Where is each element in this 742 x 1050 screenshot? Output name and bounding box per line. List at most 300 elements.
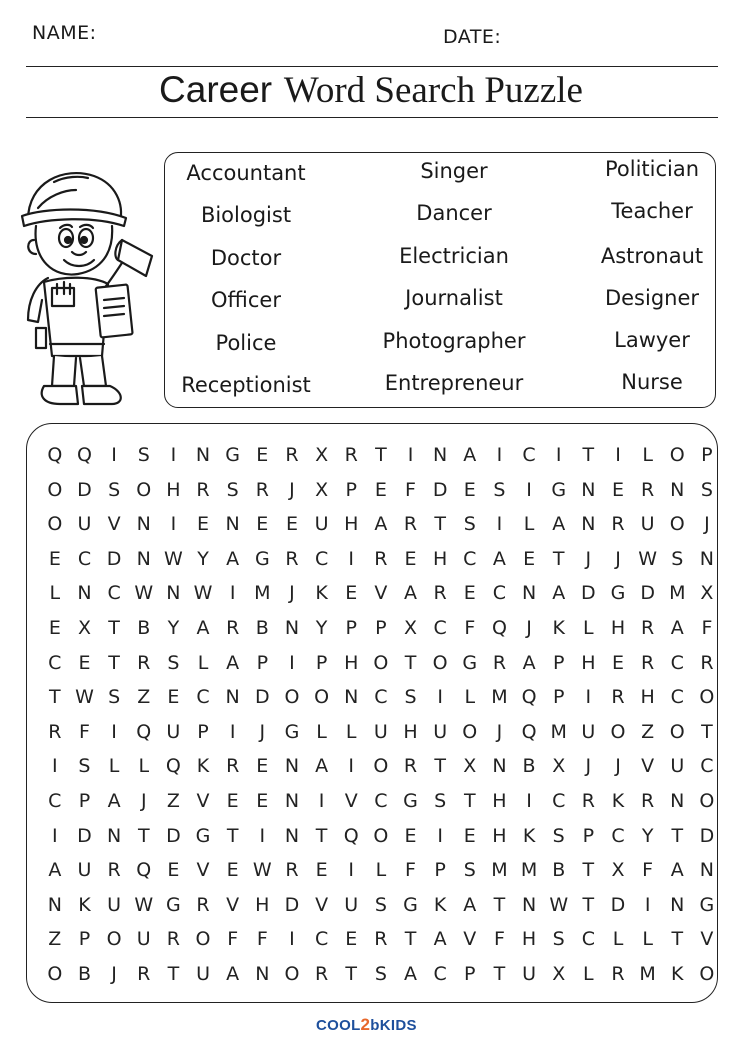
grid-letter: R	[314, 962, 329, 985]
grid-row	[40, 715, 722, 750]
grid-letter: W	[193, 582, 213, 605]
grid-row	[40, 438, 722, 473]
grid-row	[40, 922, 722, 957]
grid-letter: A	[226, 962, 240, 985]
grid-letter: S	[78, 755, 91, 778]
grid-letter: J	[615, 547, 621, 570]
grid-letter: O	[699, 789, 715, 812]
word-list-item: Accountant	[186, 161, 306, 185]
grid-letter: M	[254, 582, 271, 605]
rule-top	[26, 66, 718, 67]
grid-letter: A	[670, 616, 684, 639]
grid-letter: I	[111, 444, 117, 466]
grid-letter: I	[526, 478, 532, 501]
grid-letter: C	[196, 686, 210, 709]
grid-letter: V	[196, 789, 210, 812]
grid-letter: H	[255, 893, 270, 916]
grid-letter: S	[108, 478, 121, 501]
grid-letter: G	[551, 478, 567, 501]
grid-letter: G	[403, 893, 418, 916]
grid-letter: H	[492, 824, 507, 847]
grid-letter: I	[496, 444, 503, 466]
grid-letter: D	[610, 893, 626, 916]
title-career: Career	[159, 69, 273, 110]
grid-letter: C	[611, 824, 625, 847]
grid-letter: D	[77, 824, 92, 847]
grid-letter: U	[373, 720, 388, 743]
grid-letter: B	[137, 616, 151, 639]
grid-letter: N	[106, 824, 122, 847]
grid-letter: T	[493, 893, 506, 916]
grid-letter: E	[256, 444, 269, 466]
grid-letter: J	[526, 616, 532, 639]
grid-letter: K	[433, 893, 447, 916]
grid-letter: H	[433, 547, 448, 570]
grid-letter: I	[229, 582, 236, 605]
grid-letter: H	[610, 616, 626, 639]
grid-letter: J	[585, 755, 592, 778]
grid-letter: I	[407, 444, 414, 466]
grid-letter: S	[226, 478, 239, 501]
grid-letter: T	[434, 755, 446, 778]
grid-letter: Z	[137, 686, 151, 709]
grid-letter: G	[610, 582, 626, 605]
grid-row	[40, 784, 722, 819]
grid-letter: S	[552, 928, 565, 951]
grid-letter: R	[611, 962, 625, 985]
grid-letter: E	[78, 651, 91, 674]
grid-letter: I	[318, 789, 325, 812]
grid-letter: L	[197, 651, 209, 674]
grid-letter: T	[404, 651, 417, 674]
grid-letter: C	[374, 686, 388, 709]
grid-letter: H	[344, 513, 359, 536]
grid-letter: I	[348, 547, 355, 570]
grid-letter: U	[433, 720, 448, 743]
grid-letter: E	[315, 859, 328, 882]
grid-letter: B	[552, 859, 566, 882]
grid-letter: B	[255, 616, 269, 639]
grid-letter: N	[284, 824, 300, 847]
grid-letter: F	[464, 616, 476, 639]
grid-letter: T	[167, 962, 180, 985]
grid-letter: G	[284, 720, 300, 743]
grid-letter: S	[167, 651, 180, 674]
grid-letter: C	[700, 755, 714, 778]
grid-letter: Q	[47, 444, 63, 466]
grid-letter: H	[640, 686, 655, 709]
grid-letter: R	[48, 720, 62, 743]
grid-letter: S	[463, 859, 476, 882]
grid-letter: B	[77, 962, 91, 985]
grid-letter: W	[163, 547, 183, 570]
grid-letter: A	[522, 651, 536, 674]
grid-letter: N	[670, 478, 685, 501]
grid-letter: H	[403, 720, 418, 743]
grid-letter: V	[196, 859, 210, 882]
grid-letter: I	[437, 686, 443, 709]
grid-letter: N	[166, 582, 181, 605]
grid-letter: N	[581, 513, 596, 536]
grid-letter: N	[581, 478, 596, 501]
word-list-item: Astronaut	[600, 244, 704, 268]
word-list-item: Police	[215, 331, 277, 355]
word-list-box	[164, 152, 716, 408]
grid-letter: H	[492, 789, 507, 812]
grid-letter: N	[344, 686, 359, 709]
grid-letter: I	[229, 720, 236, 743]
grid-letter: T	[493, 962, 506, 985]
grid-letter: Y	[197, 547, 209, 570]
grid-letter: N	[195, 444, 211, 466]
grid-letter: L	[612, 928, 624, 951]
grid-letter: E	[48, 547, 61, 570]
grid-letter: E	[226, 859, 239, 882]
title-rest: Word Search Puzzle	[283, 70, 583, 111]
grid-letter: A	[552, 513, 566, 536]
grid-letter: O	[669, 720, 685, 743]
grid-letter: D	[432, 478, 448, 501]
rule-bottom	[26, 117, 718, 118]
word-list-item: Receptionist	[181, 373, 311, 397]
grid-letter: U	[670, 755, 685, 778]
word-list-item: Dancer	[416, 201, 492, 225]
grid-letter: R	[344, 444, 358, 466]
grid-letter: C	[670, 686, 684, 709]
grid-letter: P	[345, 478, 357, 501]
grid-letter: J	[289, 478, 295, 501]
grid-letter: X	[611, 859, 625, 882]
grid-letter: C	[314, 547, 329, 570]
grid-letter: R	[403, 513, 418, 536]
grid-letter: T	[375, 444, 387, 466]
grid-letter: C	[77, 547, 92, 570]
grid-letter: U	[344, 893, 359, 916]
grid-letter: A	[404, 962, 417, 985]
grid-letter: C	[48, 651, 62, 674]
date-label: DATE:	[443, 26, 502, 48]
grid-letter: S	[374, 893, 387, 916]
grid-letter: D	[581, 582, 596, 605]
grid-letter: L	[108, 755, 120, 778]
grid-letter: T	[315, 824, 328, 847]
grid-letter: E	[611, 651, 624, 674]
grid-letter: T	[463, 789, 476, 812]
grid-letter: P	[375, 616, 387, 639]
grid-letter: R	[641, 651, 655, 674]
grid-letter: E	[48, 616, 61, 639]
grid-letter: A	[226, 651, 240, 674]
grid-letter: K	[611, 789, 625, 812]
word-list-item: Nurse	[621, 370, 683, 394]
grid-letter: F	[642, 859, 654, 882]
page-title	[0, 68, 742, 112]
grid-letter: X	[552, 755, 566, 778]
grid-letter: T	[404, 928, 417, 951]
grid-letter: J	[704, 513, 710, 536]
grid-letter: G	[225, 444, 241, 466]
grid-letter: Q	[491, 616, 507, 639]
grid-letter: M	[550, 720, 567, 743]
grid-letter: N	[255, 962, 270, 985]
word-list-item: Teacher	[611, 199, 693, 223]
grid-letter: T	[582, 893, 595, 916]
grid-letter: L	[464, 686, 476, 709]
grid-letter: E	[404, 824, 417, 847]
grid-letter: L	[49, 582, 61, 605]
grid-letter: A	[226, 547, 240, 570]
grid-letter: N	[136, 513, 151, 536]
grid-letter: N	[284, 789, 300, 812]
construction-worker-icon	[14, 160, 164, 410]
grid-letter: C	[492, 582, 507, 605]
grid-letter: U	[581, 720, 596, 743]
grid-letter: Q	[521, 686, 537, 709]
grid-letter: R	[374, 928, 388, 951]
grid-letter: R	[641, 616, 655, 639]
grid-letter: K	[671, 962, 684, 985]
grid-letter: O	[47, 513, 63, 536]
grid-letter: T	[108, 616, 120, 639]
grid-letter: T	[137, 824, 150, 847]
logo-part-cool: COOL	[316, 1017, 361, 1034]
grid-letter: J	[259, 720, 266, 743]
grid-letter: O	[610, 720, 626, 743]
grid-letter: F	[78, 720, 90, 743]
grid-letter: K	[315, 582, 328, 605]
grid-letter: L	[583, 962, 594, 985]
grid-letter: E	[463, 478, 476, 501]
grid-letter: G	[403, 789, 418, 812]
grid-letter: R	[700, 651, 714, 674]
grid-letter: A	[463, 444, 477, 466]
grid-letter: R	[226, 616, 240, 639]
grid-letter: O	[373, 755, 389, 778]
grid-letter: O	[284, 962, 300, 985]
grid-letter: U	[314, 513, 329, 536]
grid-letter: G	[195, 824, 211, 847]
grid-letter: U	[522, 962, 537, 985]
name-label: NAME:	[32, 22, 97, 44]
grid-letter: R	[196, 478, 210, 501]
grid-letter: D	[106, 547, 122, 570]
grid-letter: Z	[166, 789, 180, 812]
grid-letter: U	[166, 720, 181, 743]
grid-letter: E	[226, 789, 239, 812]
grid-row	[40, 473, 722, 508]
grid-letter: D	[254, 686, 270, 709]
word-list-item: Entrepreneur	[384, 371, 524, 395]
grid-letter: N	[225, 686, 240, 709]
grid-letter: I	[526, 789, 532, 812]
grid-letter: G	[254, 547, 270, 570]
grid-letter: S	[552, 824, 565, 847]
grid-letter: W	[638, 547, 658, 570]
grid-letter: O	[669, 444, 685, 466]
grid-letter: R	[137, 962, 151, 985]
grid-letter: J	[111, 962, 117, 985]
grid-letter: E	[404, 547, 417, 570]
grid-letter: H	[581, 651, 596, 674]
word-list-item: Singer	[420, 159, 488, 183]
grid-letter: G	[699, 893, 715, 916]
grid-letter: O	[195, 928, 211, 951]
word-list-item: Journalist	[405, 286, 503, 310]
word-list-item: Photographer	[382, 329, 526, 353]
grid-letter: A	[404, 582, 417, 605]
grid-letter: N	[136, 547, 151, 570]
grid-letter: Q	[136, 720, 152, 743]
grid-letter: L	[523, 513, 535, 536]
grid-letter: A	[433, 928, 447, 951]
grid-letter: P	[464, 962, 476, 985]
letter-grid	[40, 438, 722, 992]
grid-letter: Z	[641, 720, 655, 743]
grid-letter: I	[348, 859, 355, 882]
grid-letter: V	[463, 928, 477, 951]
word-list-item: Biologist	[200, 203, 292, 227]
grid-letter: I	[170, 444, 177, 466]
grid-letter: O	[699, 962, 715, 985]
grid-letter: V	[344, 789, 358, 812]
grid-letter: Q	[136, 859, 152, 882]
grid-letter: J	[615, 755, 621, 778]
grid-letter: I	[555, 444, 562, 466]
grid-letter: U	[196, 962, 210, 985]
grid-letter: L	[138, 755, 150, 778]
grid-letter: T	[434, 513, 446, 536]
grid-letter: E	[374, 478, 387, 501]
grid-letter: E	[167, 859, 180, 882]
grid-letter: N	[670, 893, 685, 916]
grid-letter: N	[699, 547, 715, 570]
grid-letter: U	[77, 513, 92, 536]
word-list-item: Doctor	[210, 246, 282, 270]
grid-letter: T	[108, 651, 120, 674]
grid-letter: S	[404, 686, 417, 709]
grid-letter: V	[374, 582, 388, 605]
grid-letter: I	[52, 824, 58, 847]
grid-letter: P	[345, 616, 357, 639]
grid-letter: E	[611, 478, 624, 501]
grid-letter: C	[581, 928, 595, 951]
grid-letter: J	[496, 720, 503, 743]
grid-row	[40, 680, 722, 715]
grid-letter: S	[700, 478, 713, 501]
grid-letter: G	[462, 651, 478, 674]
grid-letter: T	[582, 859, 595, 882]
grid-letter: L	[583, 616, 594, 639]
grid-letter: F	[701, 616, 713, 639]
grid-letter: M	[520, 859, 538, 882]
grid-letter: C	[522, 444, 536, 466]
grid-letter: O	[136, 478, 152, 501]
grid-letter: I	[170, 513, 177, 536]
grid-letter: S	[671, 547, 684, 570]
grid-letter: W	[75, 686, 94, 709]
grid-letter: Q	[343, 824, 359, 847]
grid-letter: I	[289, 651, 295, 674]
grid-letter: I	[615, 444, 621, 466]
grid-letter: S	[108, 686, 121, 709]
grid-letter: O	[432, 651, 448, 674]
grid-letter: U	[77, 859, 92, 882]
grid-letter: S	[463, 513, 476, 536]
grid-letter: C	[552, 789, 566, 812]
grid-letter: S	[493, 478, 506, 501]
grid-row	[40, 507, 722, 542]
grid-letter: A	[315, 755, 329, 778]
grid-letter: X	[700, 582, 714, 605]
grid-letter: W	[549, 893, 569, 916]
grid-letter: C	[48, 789, 62, 812]
grid-letter: F	[405, 478, 416, 501]
grid-letter: J	[289, 582, 295, 605]
grid-row	[40, 888, 722, 923]
grid-letter: G	[166, 893, 181, 916]
grid-letter: V	[641, 755, 655, 778]
grid-letter: T	[671, 824, 684, 847]
grid-letter: N	[47, 893, 62, 916]
grid-letter: X	[315, 444, 329, 466]
grid-letter: S	[434, 789, 447, 812]
grid-letter: L	[345, 720, 357, 743]
grid-letter: T	[701, 720, 713, 743]
grid-letter: N	[225, 513, 240, 536]
grid-letter: Q	[76, 444, 92, 466]
grid-letter: O	[699, 686, 715, 709]
grid-letter: U	[136, 928, 151, 951]
grid-letter: J	[585, 547, 592, 570]
grid-letter: E	[167, 686, 180, 709]
grid-letter: F	[405, 859, 416, 882]
grid-letter: I	[289, 928, 295, 951]
grid-letter: A	[552, 582, 566, 605]
grid-letter: P	[582, 824, 595, 847]
grid-letter: A	[196, 616, 210, 639]
grid-letter: C	[433, 616, 447, 639]
grid-row	[40, 576, 722, 611]
grid-row	[40, 749, 722, 784]
grid-letter: R	[433, 582, 447, 605]
grid-letter: V	[315, 893, 329, 916]
grid-letter: R	[166, 928, 180, 951]
grid-letter: R	[285, 444, 299, 466]
grid-letter: O	[373, 651, 389, 674]
grid-letter: P	[552, 651, 565, 674]
grid-row	[40, 542, 722, 577]
grid-letter: R	[641, 478, 655, 501]
grid-letter: R	[611, 513, 625, 536]
grid-letter: X	[552, 962, 566, 985]
logo-part-two: 2	[360, 1015, 371, 1034]
grid-letter: I	[644, 893, 651, 916]
grid-letter: T	[49, 686, 61, 709]
grid-letter: K	[78, 893, 91, 916]
grid-letter: I	[348, 755, 355, 778]
grid-letter: N	[699, 859, 715, 882]
grid-letter: N	[521, 893, 537, 916]
grid-letter: N	[521, 582, 537, 605]
word-list-item: Lawyer	[614, 328, 690, 352]
grid-letter: L	[375, 859, 387, 882]
grid-row	[40, 957, 722, 992]
grid-letter: I	[52, 755, 58, 778]
grid-letter: P	[197, 720, 209, 743]
grid-letter: D	[640, 582, 655, 605]
grid-letter: B	[522, 755, 536, 778]
grid-letter: O	[47, 962, 63, 985]
